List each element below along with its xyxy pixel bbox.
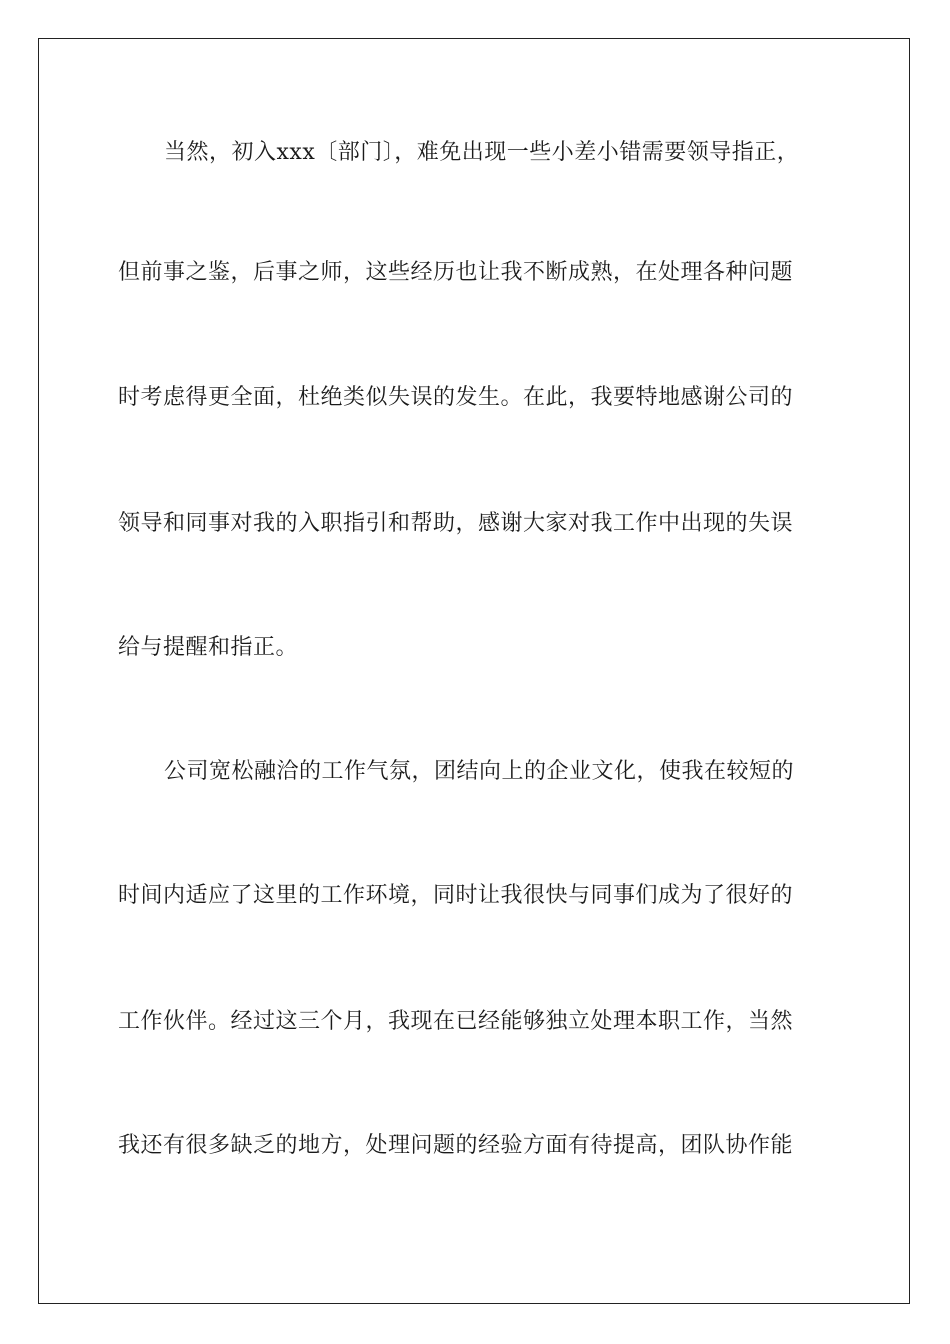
paragraph-2-line-1: 公司宽松融洽的工作气氛，团结向上的企业文化，使我在较短的	[164, 759, 795, 784]
paragraph-1-line-2: 但前事之鉴，后事之师，这些经历也让我不断成熟，在处理各种问题	[118, 260, 794, 285]
paragraph-2-line-4: 我还有很多缺乏的地方，处理问题的经验方面有待提高，团队协作能	[118, 1133, 794, 1158]
page-border	[38, 38, 910, 1304]
paragraph-2-line-3: 工作伙伴。经过这三个月，我现在已经能够独立处理本职工作，当然	[118, 1009, 794, 1034]
paragraph-1-line-4: 领导和同事对我的入职指引和帮助，感谢大家对我工作中出现的失误	[118, 511, 794, 536]
paragraph-1-line-1: 当然，初入xxx〔部门〕，难免出现一些小差小错需要领导指正，	[164, 140, 800, 165]
paragraph-2-line-2: 时间内适应了这里的工作环境，同时让我很快与同事们成为了很好的	[118, 883, 794, 908]
paragraph-1-line-3: 时考虑得更全面，杜绝类似失误的发生。在此，我要特地感谢公司的	[118, 385, 794, 410]
paragraph-1-line-5: 给与提醒和指正。	[118, 635, 299, 660]
